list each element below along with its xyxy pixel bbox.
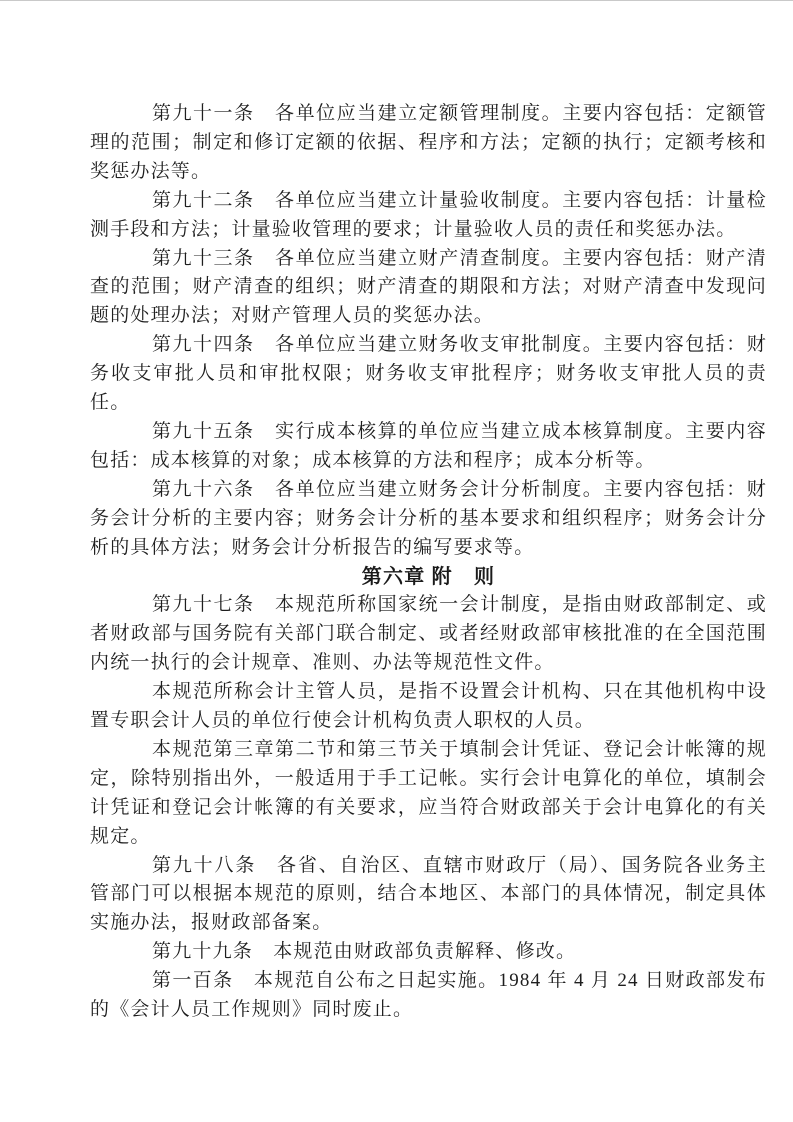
document-text-block [90, 100, 767, 1025]
article-97-paragraph-3: 本规范第三章第二节和第三节关于填制会计凭证、登记会计帐簿的规定，除特别指出外，一般适用于手工记帐。实行会计电算化的单位，填制会计凭证和登记会计帐簿的有关要求，应当符合财政部关于会计电算化的有关规定。 [90, 738, 767, 847]
page-top-edge [0, 0, 793, 1]
chapter-6-heading: 第六章 附 则 [361, 565, 496, 588]
article-91-paragraph: 第九十一条 各单位应当建立定额管理制度。主要内容包括：定额管理的范围；制定和修订定额的依据、程序和方法；定额的执行；定额考核和奖惩办法等。 [90, 103, 767, 182]
article-99-paragraph: 第九十九条 本规范由财政部负责解释、修改。 [152, 941, 577, 963]
article-97-paragraph-1: 第九十七条 本规范所称国家统一会计制度，是指由财政部制定、或者财政部与国务院有关部门联合制定、或者经财政部审核批准的在全国范围内统一执行的会计规章、准则、办法等规范性文件。 [90, 594, 767, 674]
article-95-paragraph: 第九十五条 实行成本核算的单位应当建立成本核算制度。主要内容包括：成本核算的对象；成本核算的方法和程序；成本分析等。 [90, 420, 767, 471]
article-98-paragraph: 第九十八条 各省、自治区、直辖市财政厅（局）、国务院各业务主管部门可以根据本规范的原则，结合本地区、本部门的具体情况，制定具体实施办法，报财政部备案。 [90, 854, 767, 934]
article-96-paragraph: 第九十六条 各单位应当建立财务会计分析制度。主要内容包括：财务会计分析的主要内容；财务会计分析的基本要求和组织程序；财务会计分析的具体方法；财务会计分析报告的编写要求等。 [90, 478, 767, 558]
article-100-paragraph: 第一百条 本规范自公布之日起实施。1984 年 4 月 24 日财政部发布的《会计人员工作规则》同时废止。 [90, 970, 767, 1021]
article-97-paragraph-2: 本规范所称会计主管人员，是指不设置会计机构、只在其他机构中设置专职会计人员的单位行使会计机构负责人职权的人员。 [90, 681, 767, 732]
article-94-paragraph: 第九十四条 各单位应当建立财务收支审批制度。主要内容包括：财务收支审批人员和审批权限；财务收支审批程序；财务收支审批人员的责任。 [90, 334, 767, 414]
article-92-paragraph: 第九十二条 各单位应当建立计量验收制度。主要内容包括：计量检测手段和方法；计量验收管理的要求；计量验收人员的责任和奖惩办法。 [90, 189, 767, 240]
article-93-paragraph: 第九十三条 各单位应当建立财产清查制度。主要内容包括：财产清查的范围；财产清查的组织；财产清查的期限和方法；对财产清查中发现问题的处理办法；对财产管理人员的奖惩办法。 [90, 247, 767, 327]
